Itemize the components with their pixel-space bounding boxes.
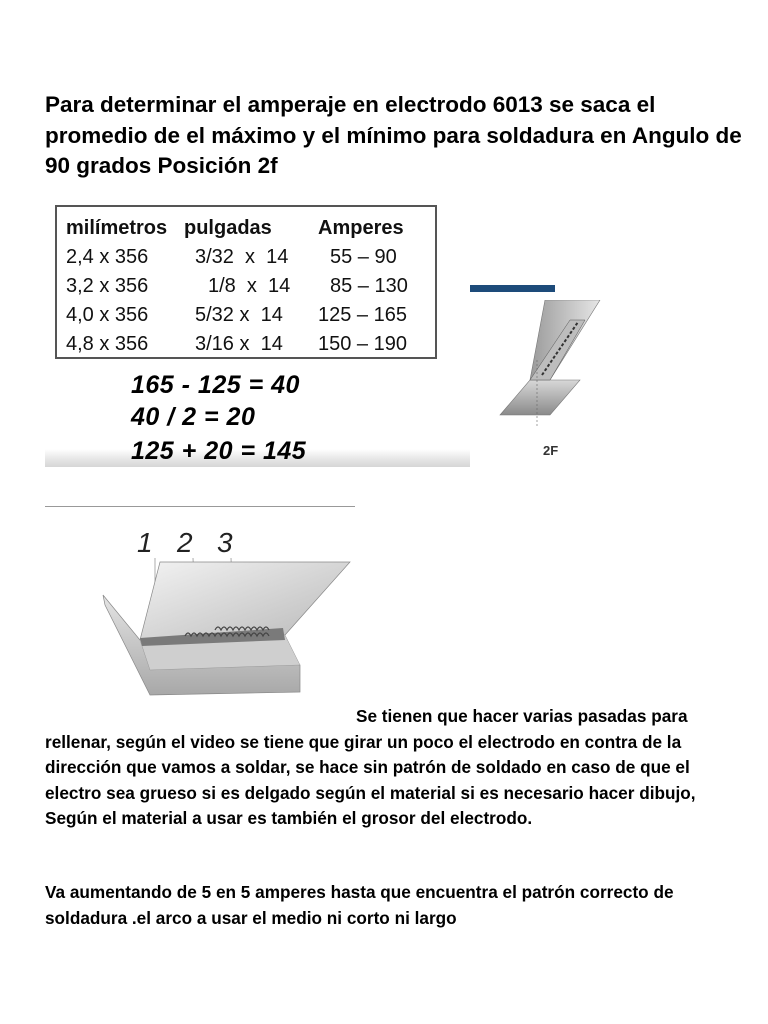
table-cell: 85 – 130 <box>330 275 408 297</box>
table-cell: 2,4 x 356 <box>66 246 149 268</box>
column-header-amperes: Amperes <box>318 216 404 239</box>
fillet-weld-2f-figure <box>490 300 610 430</box>
table-cell: 4,8 x 356 <box>66 333 149 355</box>
pass-label-3: 3 <box>217 527 233 558</box>
calc-line-divide: 40 / 2 = 20 <box>131 403 256 431</box>
table-cell: 125 – 165 <box>318 304 407 326</box>
column-header-mm: milímetros <box>66 216 168 239</box>
divider <box>45 506 355 507</box>
table-cell: 1/8 x 14 <box>208 275 291 297</box>
table-cell: 3/32 x 14 <box>195 246 289 268</box>
accent-bar <box>470 285 555 292</box>
paragraph-amperes: Va aumentando de 5 en 5 amperes hasta que encuentra el patrón correcto de soldadura .el arco a usar el medio ni corto ni largo <box>45 882 674 928</box>
figure-2f-label: 2F <box>543 443 559 458</box>
page-heading: Para determinar el amperaje en electrodo 6013 se saca el promedio de el máximo y el mínimo para soldadura en Angulo de 90 grados Posición 2f <box>45 92 742 178</box>
table-cell: 5/32 x 14 <box>195 304 283 326</box>
paragraph-passes-text: Se tienen que hacer varias pasadas para rellenar, según el video se tiene que girar un poco el electrodo en contra de la dirección que vamos a soldar, se hace sin patrón de soldado en caso de que el electro sea grueso si es delgado según el material si es necesario hacer dibujo, Según el material a usar es también el grosor del electrodo. <box>45 706 696 828</box>
pass-label-2: 2 <box>177 527 193 558</box>
amperage-table <box>66 213 428 359</box>
calc-line-sum: 125 + 20 = 145 <box>131 437 307 465</box>
table-cell: 55 – 90 <box>330 246 397 268</box>
table-row <box>66 272 428 301</box>
table-header-row <box>66 213 428 243</box>
table-row <box>66 243 428 272</box>
paragraph-passes <box>45 704 745 832</box>
pass-label-1: 1 <box>137 527 153 558</box>
table-cell: 3/16 x 14 <box>195 333 283 355</box>
electrode-amperage-table <box>55 205 437 359</box>
multi-pass-weld-figure <box>45 510 355 720</box>
column-header-inches: pulgadas <box>184 216 272 239</box>
table-cell: 150 – 190 <box>318 333 407 355</box>
table-cell: 4,0 x 356 <box>66 304 149 326</box>
table-row <box>66 301 428 330</box>
table-cell: 3,2 x 356 <box>66 275 149 297</box>
calc-line-subtract: 165 - 125 = 40 <box>131 371 300 399</box>
table-row <box>66 330 428 359</box>
calculation-block <box>45 367 470 467</box>
